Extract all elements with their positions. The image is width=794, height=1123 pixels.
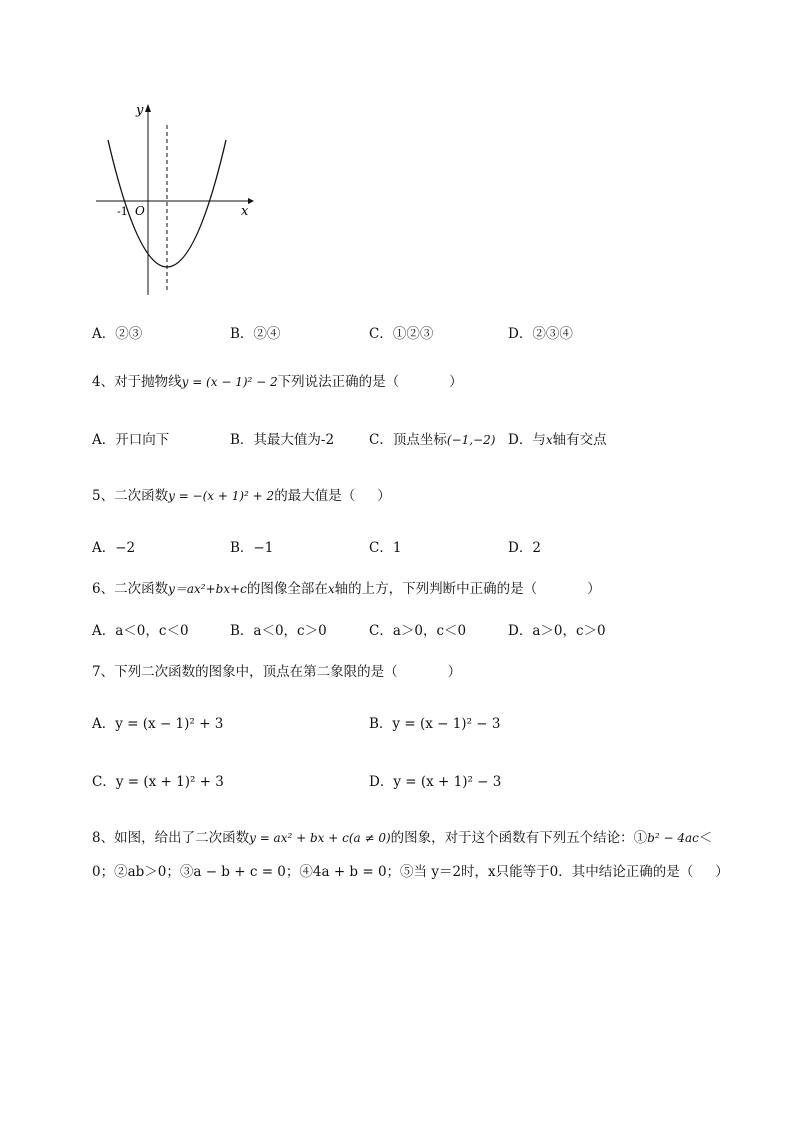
- q4-option-c-math: (−1,−2): [446, 433, 496, 447]
- q7-option-d: D．y = (x + 1)² − 3: [369, 774, 502, 790]
- q4-option-d-var: x: [545, 433, 553, 447]
- q6-formula: y＝ax²+bx+c: [168, 582, 247, 596]
- q3-option-b: B．②④: [230, 326, 281, 342]
- q4-option-b: B．其最大值为-2: [230, 432, 335, 448]
- q8-line-1: [92, 828, 712, 848]
- q7-option-a: A．y = (x − 1)² + 3: [92, 716, 224, 732]
- y-axis-label: y: [136, 103, 144, 118]
- q6-option-d: D．a＞0，c＞0: [508, 623, 606, 639]
- q6-prefix: 6、二次函数: [92, 581, 169, 597]
- q4-option-c: [369, 430, 495, 450]
- q4-suffix: 下列说法正确的是（: [277, 374, 400, 390]
- q5-prefix: 5、二次函数: [92, 488, 169, 504]
- q8-line1-suffix: 的图象，对于这个函数有下列五个结论：①: [390, 830, 648, 846]
- y-axis-arrow-icon: [145, 104, 151, 112]
- q6-mid: 的图像全部在: [246, 581, 328, 597]
- q8-line2-text: 0；②ab＞0；③a − b + c = 0；④4a + b = 0；⑤当 y＝2时，x只能等于0．其中结论正确的是（: [92, 864, 694, 880]
- q8-line-2: [92, 862, 729, 882]
- x-axis-arrow-icon: [248, 198, 254, 204]
- origin-label: O: [135, 204, 145, 218]
- q8-close: ）: [715, 864, 729, 880]
- q4-question: [92, 372, 463, 392]
- q7-question: [92, 662, 461, 682]
- q5-question: [92, 486, 391, 506]
- q5-formula: y = −(x + 1)² + 2: [168, 489, 275, 503]
- q5-suffix: 的最大值是（: [274, 488, 356, 504]
- q7-option-b: B．y = (x − 1)² − 3: [369, 716, 501, 732]
- q4-option-c-prefix: C．顶点坐标: [369, 432, 447, 448]
- q7-close: ）: [447, 664, 462, 680]
- q3-option-c: C．①②③: [369, 326, 434, 342]
- q8-line1-end: ＜: [698, 830, 713, 846]
- x-axis-label: x: [241, 204, 249, 219]
- q5-option-d: D．2: [508, 540, 541, 556]
- q4-formula: y = (x − 1)² − 2: [181, 375, 278, 389]
- q3-option-d: D．②③④: [508, 326, 573, 342]
- q4-option-d-prefix: D．与: [508, 432, 546, 448]
- parabola-graph: [90, 100, 260, 300]
- q6-option-a: A．a＜0，c＜0: [92, 623, 189, 639]
- q3-option-a: A．②③: [92, 326, 143, 342]
- q7-option-c: C．y = (x + 1)² + 3: [92, 774, 224, 790]
- q8-line1-formula: y = ax² + bx + c(a ≠ 0): [249, 831, 391, 845]
- q7-text: 7、下列二次函数的图象中，顶点在第二象限的是（: [92, 664, 398, 680]
- q4-option-a: A．开口向下: [92, 432, 170, 448]
- q5-option-c: C．1: [369, 540, 402, 556]
- q6-option-b: B．a＜0，c＞0: [230, 623, 327, 639]
- q6-var: x: [327, 582, 335, 596]
- q6-question: [92, 579, 601, 599]
- neg-one-label: -1: [117, 205, 128, 218]
- q8-line1-math: b² − 4ac: [647, 831, 699, 845]
- q4-option-d-suffix: 轴有交点: [552, 432, 607, 448]
- q4-option-d: [508, 430, 607, 450]
- q5-option-a: A．−2: [92, 540, 136, 556]
- q4-prefix: 4、对于抛物线: [92, 374, 182, 390]
- q6-suffix: 轴的上方，下列判断中正确的是（: [334, 581, 538, 597]
- q6-option-c: C．a＞0，c＜0: [369, 623, 467, 639]
- q4-close: ）: [449, 374, 463, 390]
- q5-option-b: B．−1: [230, 540, 274, 556]
- q5-close: ）: [377, 488, 391, 504]
- q8-line1-prefix: 8、如图，给出了二次函数: [92, 830, 250, 846]
- q6-close: ）: [587, 581, 601, 597]
